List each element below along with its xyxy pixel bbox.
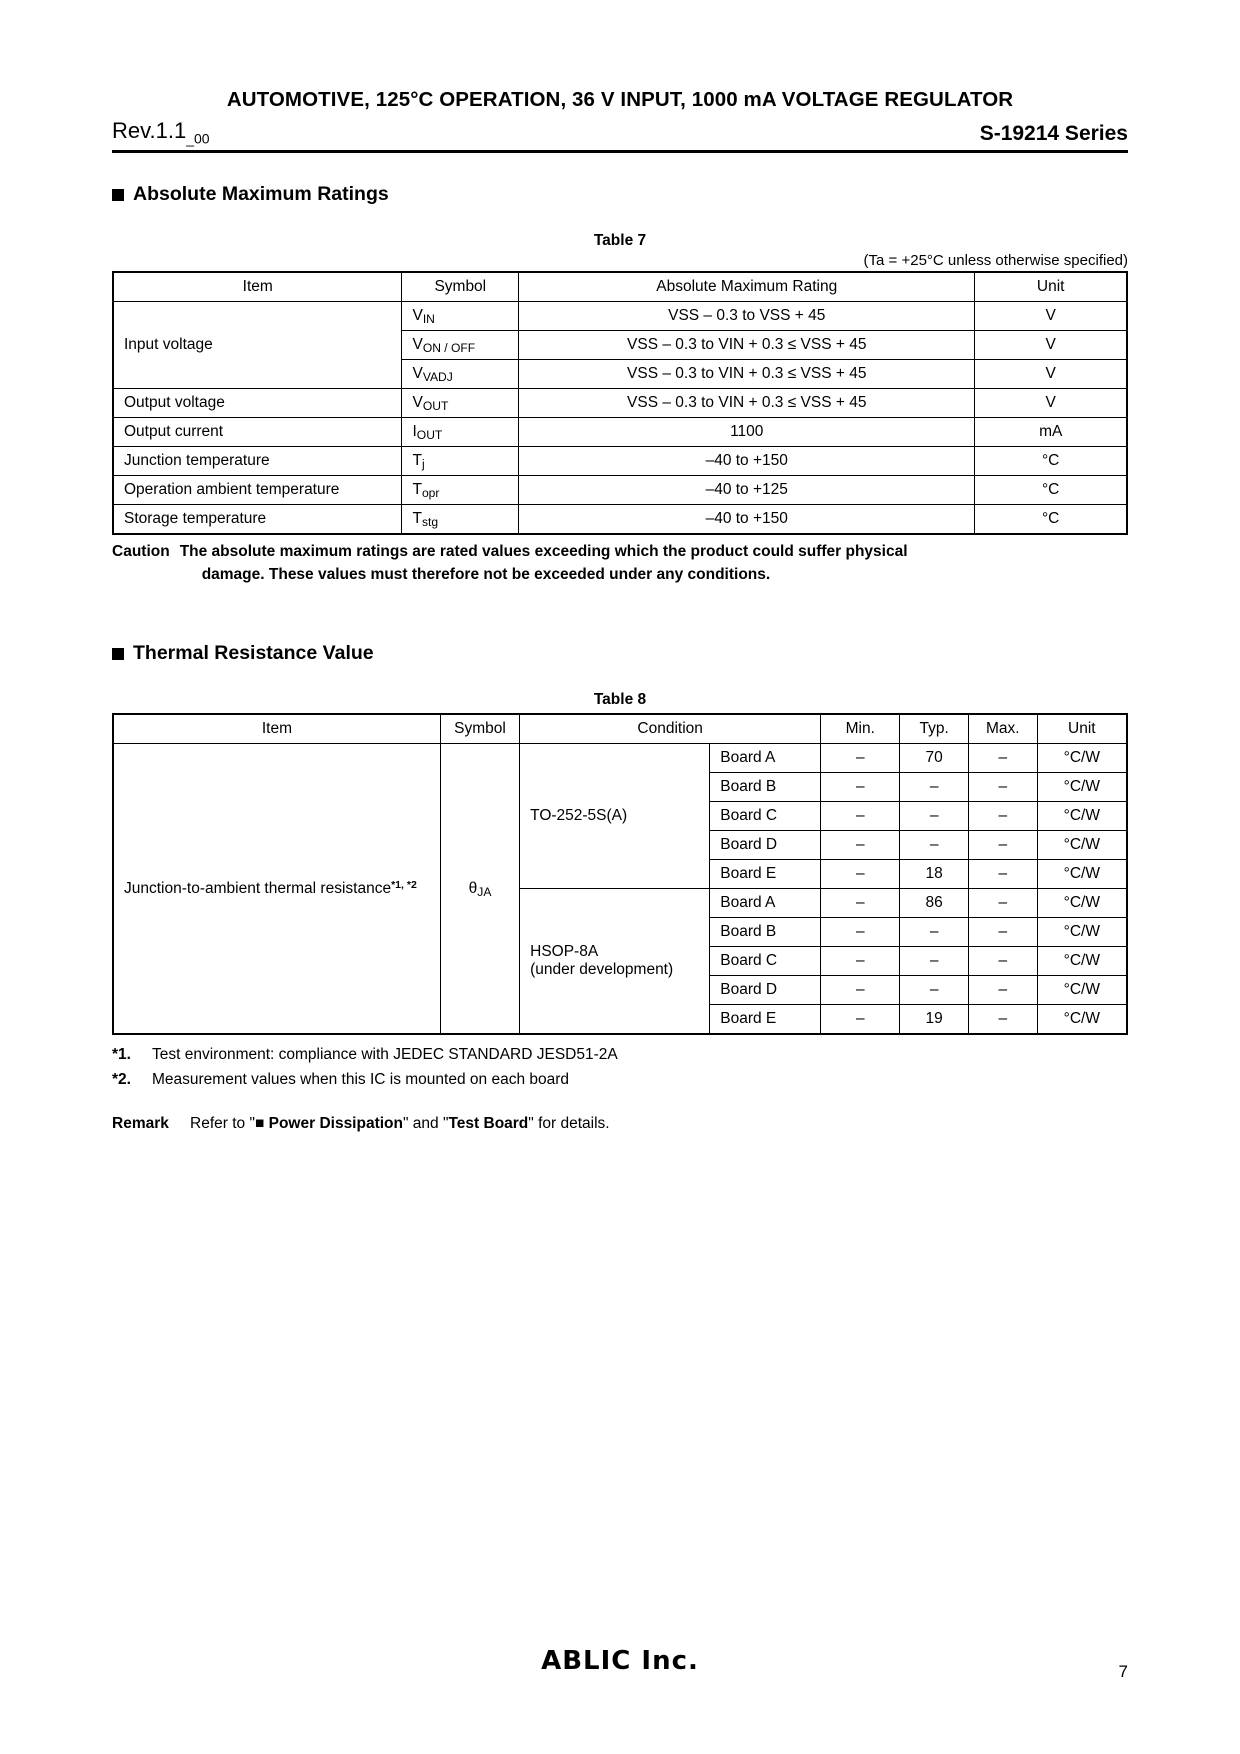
col-item: Item bbox=[113, 272, 402, 302]
cell-max: – bbox=[969, 918, 1038, 947]
caution-note bbox=[112, 541, 1128, 586]
cell-item bbox=[113, 744, 440, 1035]
cell-min: – bbox=[821, 860, 900, 889]
table7-condition-note: (Ta = +25°C unless otherwise specified) bbox=[863, 252, 1128, 270]
table-header-row bbox=[113, 272, 1127, 302]
col-min: Min. bbox=[821, 714, 900, 744]
cell-item: Input voltage bbox=[113, 302, 402, 389]
symbol-main: I bbox=[412, 423, 417, 441]
item-label: Junction-to-ambient thermal resistance bbox=[124, 879, 392, 897]
caution-text bbox=[180, 541, 908, 586]
cell-board: Board A bbox=[710, 744, 821, 773]
symbol-main: V bbox=[412, 336, 423, 354]
cell-unit: °C/W bbox=[1037, 947, 1127, 976]
symbol-main: θ bbox=[468, 879, 478, 897]
cell-package bbox=[520, 889, 710, 1035]
footnote-text: Measurement values when this IC is mounted on each board bbox=[152, 1071, 570, 1089]
cell-min: – bbox=[821, 744, 900, 773]
cell-symbol bbox=[440, 744, 519, 1035]
header-meta-row bbox=[112, 118, 1128, 148]
bullet-square-icon bbox=[112, 189, 124, 201]
table-row bbox=[113, 389, 1127, 418]
cell-unit: °C bbox=[975, 476, 1127, 505]
package-note: (under development) bbox=[530, 961, 674, 979]
revision bbox=[112, 118, 210, 146]
cell-rating: VSS – 0.3 to VSS + 45 bbox=[519, 302, 975, 331]
cell-typ: 86 bbox=[900, 889, 969, 918]
cell-symbol bbox=[402, 360, 519, 389]
cell-board: Board B bbox=[710, 773, 821, 802]
cell-board: Board C bbox=[710, 947, 821, 976]
cell-unit: °C/W bbox=[1037, 976, 1127, 1005]
remark-label: Remark bbox=[112, 1114, 169, 1132]
col-condition: Condition bbox=[520, 714, 821, 744]
cell-max: – bbox=[969, 773, 1038, 802]
remark-reference-test-board: Test Board bbox=[448, 1114, 529, 1132]
cell-symbol bbox=[402, 331, 519, 360]
col-typ: Typ. bbox=[900, 714, 969, 744]
symbol-sub: j bbox=[421, 457, 425, 472]
cell-typ: – bbox=[900, 773, 969, 802]
col-rating: Absolute Maximum Rating bbox=[519, 272, 975, 302]
cell-min: – bbox=[821, 947, 900, 976]
cell-max: – bbox=[969, 889, 1038, 918]
cell-rating: VSS – 0.3 to VIN + 0.3 ≤ VSS + 45 bbox=[519, 389, 975, 418]
remark-text bbox=[190, 1115, 610, 1133]
cell-board: Board C bbox=[710, 802, 821, 831]
document-header bbox=[112, 88, 1128, 153]
cell-item: Junction temperature bbox=[113, 447, 402, 476]
cell-board: Board D bbox=[710, 976, 821, 1005]
cell-unit: °C/W bbox=[1037, 918, 1127, 947]
cell-unit: mA bbox=[975, 418, 1127, 447]
cell-symbol bbox=[402, 389, 519, 418]
cell-unit: °C/W bbox=[1037, 831, 1127, 860]
cell-max: – bbox=[969, 860, 1038, 889]
remark-text-part-3: " for details. bbox=[528, 1114, 610, 1132]
cell-max: – bbox=[969, 802, 1038, 831]
cell-min: – bbox=[821, 831, 900, 860]
section-heading-thermal-resistance-value bbox=[112, 642, 1128, 665]
cell-unit: V bbox=[975, 389, 1127, 418]
symbol-sub: stg bbox=[421, 515, 439, 530]
page-number: 7 bbox=[1118, 1662, 1128, 1681]
cell-typ: 18 bbox=[900, 860, 969, 889]
cell-unit: V bbox=[975, 360, 1127, 389]
symbol-main: V bbox=[412, 365, 423, 383]
footnote-text: Test environment: compliance with JEDEC STANDARD JESD51-2A bbox=[152, 1046, 618, 1064]
cell-rating: –40 to +150 bbox=[519, 447, 975, 476]
cell-typ: – bbox=[900, 918, 969, 947]
caution-line-1: The absolute maximum ratings are rated values exceeding which the product could suffer physical bbox=[179, 543, 908, 561]
remark-text-part-2: " and " bbox=[402, 1114, 449, 1132]
bullet-square-icon bbox=[112, 648, 124, 660]
cell-max: – bbox=[969, 976, 1038, 1005]
col-item: Item bbox=[113, 714, 440, 744]
cell-unit: °C bbox=[975, 447, 1127, 476]
cell-rating: VSS – 0.3 to VIN + 0.3 ≤ VSS + 45 bbox=[519, 331, 975, 360]
table8-caption bbox=[112, 691, 1128, 709]
cell-typ: – bbox=[900, 831, 969, 860]
table-row bbox=[113, 302, 1127, 331]
cell-unit: °C bbox=[975, 505, 1127, 535]
footnote-list bbox=[112, 1043, 1128, 1093]
cell-unit: °C/W bbox=[1037, 1005, 1127, 1035]
cell-rating: VSS – 0.3 to VIN + 0.3 ≤ VSS + 45 bbox=[519, 360, 975, 389]
symbol-main: V bbox=[412, 394, 423, 412]
cell-board: Board B bbox=[710, 918, 821, 947]
cell-typ: 19 bbox=[900, 1005, 969, 1035]
cell-item: Output current bbox=[113, 418, 402, 447]
col-unit: Unit bbox=[975, 272, 1127, 302]
cell-board: Board E bbox=[710, 1005, 821, 1035]
cell-unit: °C/W bbox=[1037, 773, 1127, 802]
table8-caption-number: 8 bbox=[637, 691, 647, 709]
cell-unit: °C/W bbox=[1037, 744, 1127, 773]
table8-caption-prefix: Table bbox=[593, 691, 638, 709]
cell-min: – bbox=[821, 889, 900, 918]
table-row bbox=[113, 476, 1127, 505]
series-name: S-19214 Series bbox=[979, 122, 1128, 146]
col-symbol: Symbol bbox=[402, 272, 519, 302]
cell-typ: – bbox=[900, 802, 969, 831]
section-title: Thermal Resistance Value bbox=[133, 642, 374, 665]
cell-rating: 1100 bbox=[519, 418, 975, 447]
cell-symbol bbox=[402, 302, 519, 331]
cell-unit: °C/W bbox=[1037, 802, 1127, 831]
cell-max: – bbox=[969, 831, 1038, 860]
cell-item: Output voltage bbox=[113, 389, 402, 418]
caution-label: Caution bbox=[112, 543, 170, 561]
header-title: AUTOMOTIVE, 125°C OPERATION, 36 V INPUT, 1000 mA VOLTAGE REGULATOR bbox=[226, 88, 1014, 111]
footnote-item bbox=[112, 1043, 1128, 1068]
symbol-sub: OUT bbox=[422, 399, 449, 414]
symbol-sub: opr bbox=[421, 486, 440, 501]
cell-max: – bbox=[969, 1005, 1038, 1035]
remark-text-part-1: Refer to " bbox=[190, 1114, 255, 1132]
symbol-sub: JA bbox=[477, 884, 492, 899]
cell-unit: °C/W bbox=[1037, 860, 1127, 889]
table-absolute-maximum-ratings bbox=[112, 271, 1128, 535]
col-unit: Unit bbox=[1037, 714, 1127, 744]
caution-line-2: damage. These values must therefore not be exceeded under any conditions. bbox=[201, 565, 771, 583]
footnote-item bbox=[112, 1068, 1128, 1093]
table-row bbox=[113, 744, 1127, 773]
remark-reference-power-dissipation: ■ Power Dissipation bbox=[254, 1114, 403, 1132]
cell-typ: 70 bbox=[900, 744, 969, 773]
cell-item: Storage temperature bbox=[113, 505, 402, 535]
cell-board: Board D bbox=[710, 831, 821, 860]
table-thermal-resistance bbox=[112, 713, 1128, 1035]
cell-board: Board E bbox=[710, 860, 821, 889]
cell-unit: V bbox=[975, 302, 1127, 331]
cell-unit: V bbox=[975, 331, 1127, 360]
cell-typ: – bbox=[900, 947, 969, 976]
cell-max: – bbox=[969, 947, 1038, 976]
revision-suffix: _00 bbox=[186, 130, 210, 147]
cell-min: – bbox=[821, 1005, 900, 1035]
remark-note bbox=[112, 1115, 1128, 1133]
header-divider bbox=[112, 150, 1128, 153]
cell-symbol bbox=[402, 418, 519, 447]
cell-item: Operation ambient temperature bbox=[113, 476, 402, 505]
footnote-mark: *2. bbox=[112, 1071, 131, 1089]
item-footnote-mark: *1, *2 bbox=[391, 878, 417, 891]
revision-number: Rev.1.1 bbox=[112, 118, 187, 143]
table-row bbox=[113, 418, 1127, 447]
company-logo: ABLIC Inc. bbox=[541, 1646, 699, 1676]
symbol-sub: ON / OFF bbox=[422, 341, 476, 356]
cell-package bbox=[520, 744, 710, 889]
cell-min: – bbox=[821, 918, 900, 947]
symbol-main: T bbox=[412, 510, 422, 528]
col-max: Max. bbox=[969, 714, 1038, 744]
symbol-sub: VADJ bbox=[422, 370, 453, 385]
package-name: HSOP-8A bbox=[530, 943, 599, 961]
symbol-sub: OUT bbox=[416, 428, 443, 443]
symbol-main: T bbox=[412, 481, 422, 499]
cell-rating: –40 to +150 bbox=[519, 505, 975, 535]
table7-caption: Table 7 bbox=[593, 232, 647, 250]
symbol-sub: IN bbox=[422, 312, 435, 327]
col-symbol: Symbol bbox=[440, 714, 519, 744]
section-title: Absolute Maximum Ratings bbox=[133, 183, 389, 206]
footnote-mark: *1. bbox=[112, 1046, 131, 1064]
cell-board: Board A bbox=[710, 889, 821, 918]
table-row bbox=[113, 505, 1127, 535]
cell-symbol bbox=[402, 505, 519, 535]
section-heading-absolute-maximum-ratings bbox=[112, 183, 1128, 206]
document-footer bbox=[0, 1646, 1240, 1686]
cell-min: – bbox=[821, 802, 900, 831]
cell-unit: °C/W bbox=[1037, 889, 1127, 918]
cell-min: – bbox=[821, 976, 900, 1005]
cell-typ: – bbox=[900, 976, 969, 1005]
symbol-main: T bbox=[412, 452, 422, 470]
cell-min: – bbox=[821, 773, 900, 802]
cell-symbol bbox=[402, 476, 519, 505]
symbol-main: V bbox=[412, 307, 423, 325]
table-header-row bbox=[113, 714, 1127, 744]
cell-symbol bbox=[402, 447, 519, 476]
cell-max: – bbox=[969, 744, 1038, 773]
package-name: TO-252-5S(A) bbox=[530, 807, 628, 825]
table-row bbox=[113, 447, 1127, 476]
cell-rating: –40 to +125 bbox=[519, 476, 975, 505]
